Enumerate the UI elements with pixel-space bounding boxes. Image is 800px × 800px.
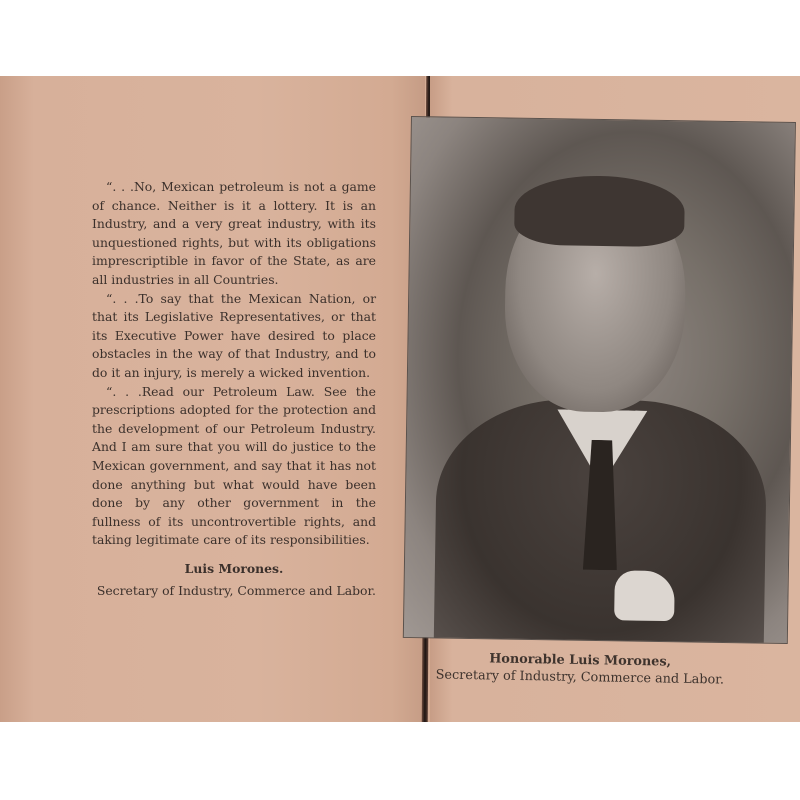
quote-text	[92, 178, 376, 601]
photo-caption	[430, 649, 731, 688]
portrait-photo	[403, 116, 796, 644]
caption-name: Honorable Luis Morones,	[489, 651, 672, 670]
signature-name: Luis Morones.	[184, 560, 284, 576]
quote-paragraph: “. . .Read our Petroleum Law. See the prescriptions adopted for the protection and the development of our Petroleum Industry. And I am sure that you will do justice to the Mexican government, and say that it has not done anything but what would have been done by any other government in the fullness of its uncontrovertible rights, and taking legitimate care of its responsibilities.	[92, 383, 376, 548]
signature-title: Secretary of Industry, Commerce and Labor.	[96, 583, 376, 599]
quote-paragraph: “. . .No, Mexican petroleum is not a game of chance. Neither is it a lottery. It is an Industry, and a very great industry, with its unquestioned rights, but with its obligations imprescriptible in favor of the State, as are all industries in all Countries.	[92, 179, 376, 287]
portrait-hair	[514, 175, 685, 248]
quote-paragraph: “. . .To say that the Mexican Nation, or that its Legislative Representatives, or that its Executive Power have desired to place obstacles in the way of that Industry, and to do it an injury, is merely a wicked invention.	[92, 290, 376, 380]
caption-title: Secretary of Industry, Commerce and Labor.	[435, 667, 725, 688]
left-page	[0, 76, 425, 722]
